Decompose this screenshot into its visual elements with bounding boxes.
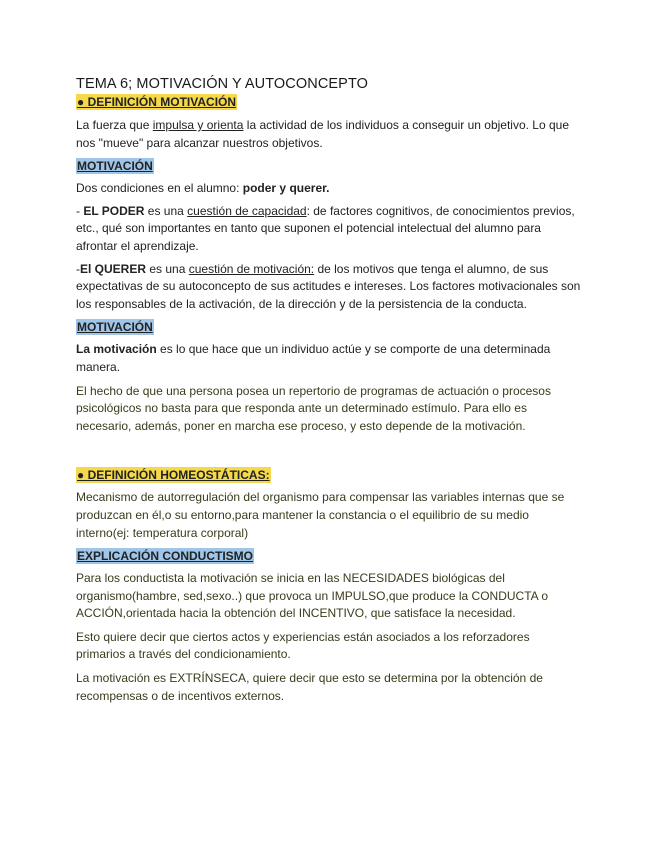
text-run: de los motivos que tenga el alumno, de sus expectativas de su autoconcepto de sus actitudes e intereses. Los factores motivacionales son los responsables de la activación, de la dirección y de la persistencia de la conducta.	[76, 261, 581, 311]
text-run: : de factores cognitivos, de conocimientos previos, etc., qué son importantes en tanto que suponen el potencial intelectual del alumno para afrontar el aprendizaje.	[76, 203, 575, 253]
text-run: es una	[146, 261, 189, 276]
document-page	[76, 76, 582, 705]
paragraph-mecanismo: Mecanismo de autorregulación del organismo para compensar las variables internas que se produzcan en él,o su entorno,para mantener la constancia o el equilibrio de su medio interno(ej: temperatura corporal)	[76, 490, 565, 540]
underlined-run: cuestión de capacidad	[187, 203, 307, 218]
text-run: -	[76, 261, 80, 276]
text-run: es una	[144, 203, 188, 218]
paragraph-el-hecho: El hecho de que una persona posea un repertorio de programas de actuación o procesos psicológicos no basta para que responda ante un determinado estímulo. Para ello es necesario, además, poner en marcha ese proceso, y esto depende de la motivación.	[76, 383, 551, 433]
paragraph-el-poder	[76, 203, 582, 256]
paragraph-esto-quiere: Esto quiere decir que ciertos actos y experiencias están asociados a los reforzadores primarios a través del condicionamiento.	[76, 629, 530, 662]
paragraph-fuerza	[76, 117, 582, 152]
text-run: La fuerza que	[76, 118, 153, 132]
paragraph-conductista: Para los conductista la motivación se inicia en las NECESIDADES biológicas del organismo(hambre, sed,sexo..) que provoca un IMPULSO,que produce la CONDUCTA o ACCIÓN,orientada hacia la obtención del INCENTIVO, que satisface la necesidad.	[76, 571, 548, 621]
bold-run: El QUERER	[80, 261, 147, 276]
bold-run: poder y querer.	[242, 181, 330, 196]
heading-motivacion-2: MOTIVACIÓN	[77, 320, 153, 335]
document-title: TEMA 6; MOTIVACIÓN Y AUTOCONCEPTO	[76, 76, 369, 92]
heading-definicion-homeostaticas: ● DEFINICIÓN HOMEOSTÁTICAS:	[77, 468, 270, 483]
text-run: Dos condiciones en el alumno:	[76, 181, 243, 196]
paragraph-extrinseca: La motivación es EXTRÍNSECA, quiere decir que esto se determina por la obtención de recompensas o de incentivos externos.	[76, 671, 543, 703]
paragraph-dos-condiciones	[76, 180, 582, 198]
paragraph-el-querer	[76, 261, 582, 314]
bold-run: La motivación	[76, 342, 157, 357]
underlined-run: cuestión de motivación:	[188, 261, 315, 276]
heading-explicacion-conductismo: EXPLICACIÓN CONDUCTISMO	[77, 549, 254, 564]
bold-run: EL PODER	[83, 203, 145, 218]
heading-definicion-motivacion: ● DEFINICIÓN MOTIVACIÓN	[77, 95, 237, 109]
underlined-run: impulsa y orienta	[152, 118, 244, 132]
text-run: es lo que hace que un individuo actúe y se comporte de una determinada manera.	[76, 342, 551, 374]
text-run: la actividad de los individuos a conseguir un objetivo. Lo que nos "mueve" para alcanzar nuestros objetivos.	[76, 118, 569, 150]
heading-motivacion-1: MOTIVACIÓN	[77, 159, 153, 174]
paragraph-la-motivacion	[76, 341, 582, 376]
text-run: -	[76, 203, 84, 218]
